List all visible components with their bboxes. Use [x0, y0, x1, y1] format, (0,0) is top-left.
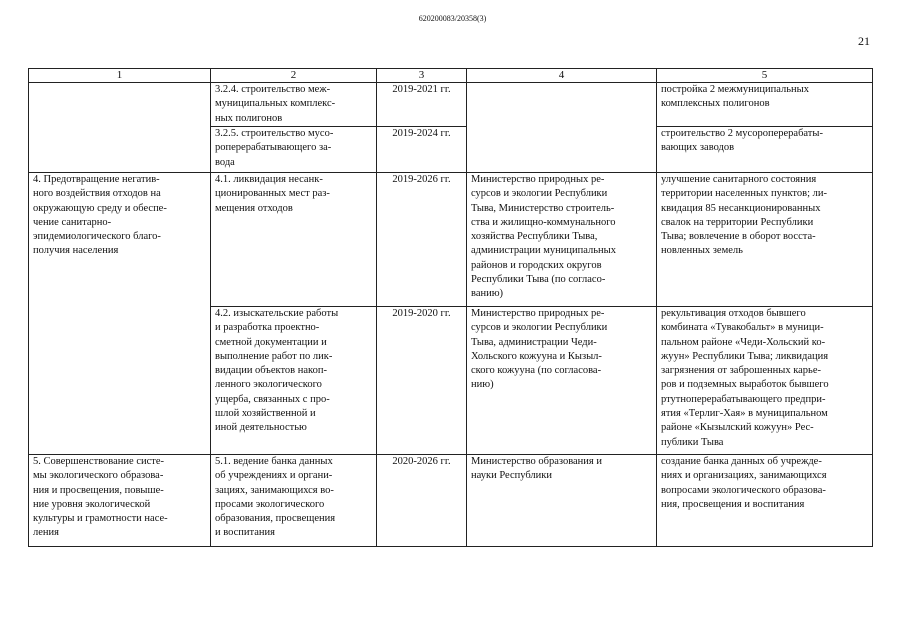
table-row — [29, 455, 873, 547]
result-cell: рекультивация отходов бывшего комбината «Тувакобальт» в муници- пальном районе «Чеди-Хольский ко- жуун» Республики Тыва; ликвидация загрязнения от заброшенных карье- ров и подземных выработок бывшего ртутноперерабатывающего предпри- ятия «Терлиг-Хая» в муниципальном районе «Кызылский кожуун» Рес- публики Тыва — [657, 307, 873, 455]
result-cell: улучшение санитарного состояния территории населенных пунктов; ли- квидация 85 несанкционированных свалок на территории Республики Тыва; вовлечение в оборот восста- новленных земель — [657, 173, 873, 307]
result-cell: создание банка данных об учрежде- ниях и организациях, занимающихся вопросами экологического образова- ния, просвещения и воспитания — [657, 455, 873, 547]
column-header-1: 1 — [29, 69, 211, 83]
executor-cell — [467, 83, 657, 173]
activity-cell: 5.1. ведение банка данных об учреждениях и органи- зациях, занимающихся во- просами экологического образования, просвещения и воспитания — [211, 455, 377, 547]
period-cell: 2019-2021 гг. — [377, 83, 467, 127]
period-cell: 2019-2026 гг. — [377, 173, 467, 307]
goal-cell: 4. Предотвращение негатив- ного воздействия отходов на окружающую среду и обеспе- чение санитарно- эпидемиологического благо- получия населения — [29, 173, 211, 455]
goal-cell: 5. Совершенствование систе- мы экологического образова- ния и просвещения, повыше- ние уровня экологической культуры и грамотности насе- ления — [29, 455, 211, 547]
column-header-3: 3 — [377, 69, 467, 83]
period-cell: 2020-2026 гг. — [377, 455, 467, 547]
table-row — [29, 83, 873, 127]
activity-cell: 3.2.4. строительство меж- муниципальных комплекс- ных полигонов — [211, 83, 377, 127]
period-cell: 2019-2024 гг. — [377, 127, 467, 173]
activity-cell: 3.2.5. строительство мусо- роперерабатывающего за- вода — [211, 127, 377, 173]
activity-cell: 4.1. ликвидация несанк- ционированных мест раз- мещения отходов — [211, 173, 377, 307]
result-cell: строительство 2 мусороперерабаты- вающих заводов — [657, 127, 873, 173]
column-header-4: 4 — [467, 69, 657, 83]
activity-cell: 4.2. изыскательские работы и разработка проектно- сметной документации и выполнение работ по лик- видации объектов накоп- ленного экологического ущерба, связанных с про- шлой хозяйственной и иной деятельностью — [211, 307, 377, 455]
column-header-2: 2 — [211, 69, 377, 83]
column-header-5: 5 — [657, 69, 873, 83]
goal-cell — [29, 83, 211, 173]
executor-cell: Министерство образования и науки Республики — [467, 455, 657, 547]
result-cell: постройка 2 межмуниципальных комплексных полигонов — [657, 83, 873, 127]
executor-cell: Министерство природных ре- сурсов и экологии Республики Тыва, администрации Чеди- Хольского кожууна и Кызыл- ского кожууна (по согласова- нию) — [467, 307, 657, 455]
period-cell: 2019-2020 гг. — [377, 307, 467, 455]
document-id: 620200083/20358(3) — [418, 14, 487, 23]
executor-cell: Министерство природных ре- сурсов и экологии Республики Тыва, Министерство строитель- ства и жилищно-коммунального хозяйства Республики Тыва, администрации муниципальных районов и городских округов Республики Тыва (по согласо- ванию) — [467, 173, 657, 307]
action-plan-table — [28, 68, 873, 547]
table-row — [29, 173, 873, 307]
table-header-row — [29, 69, 873, 83]
page-number: 21 — [858, 34, 870, 48]
